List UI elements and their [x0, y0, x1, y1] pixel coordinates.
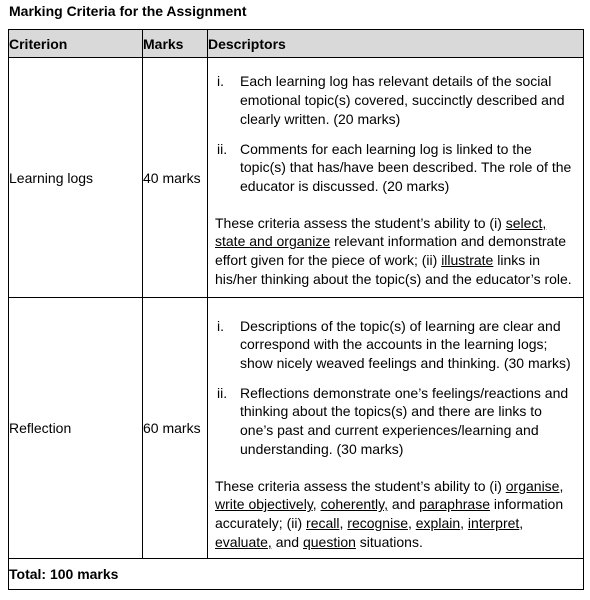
underlined-skill: coherently, — [320, 496, 389, 513]
table-row-learning-logs — [9, 58, 584, 298]
table-row-reflection — [9, 298, 584, 559]
item-text: Descriptions of the topic(s) of learning are clear and correspond with the accounts in the learning logs; show nicely weaved feelings and thinking. (30 marks) — [240, 317, 571, 372]
item-number: i. — [217, 73, 224, 90]
marking-criteria-table — [8, 29, 584, 590]
total-cell: Total: 100 marks — [9, 559, 584, 590]
criterion-cell: Learning logs — [9, 58, 143, 298]
underlined-skill: select, state and organize — [215, 214, 547, 250]
underlined-skill: explain — [415, 514, 461, 531]
descriptors-cell — [208, 298, 584, 559]
descriptor-item — [208, 384, 583, 459]
item-number: ii. — [217, 384, 228, 401]
underlined-skill: recognise — [347, 514, 408, 531]
underlined-skill: recall — [306, 514, 340, 531]
marks-cell: 60 marks — [143, 298, 208, 559]
document-title: Marking Criteria for the Assignment — [9, 3, 247, 19]
item-text: Comments for each learning log is linked to the topic(s) that has/have been described. The role of the educator is discussed. (20 marks) — [240, 140, 572, 194]
item-text: Each learning log has relevant details of the social emotional topic(s) covered, succinctly described and clearly written. (20 marks) — [240, 73, 565, 127]
item-number: i. — [217, 317, 224, 334]
table-header-row — [9, 30, 584, 58]
item-text: Reflections demonstrate one’s feelings/reactions and thinking about the topics(s) and there are links to one’s past and current experiences/learning and understanding. (30 marks) — [240, 384, 569, 457]
underlined-skill: organise, — [505, 477, 564, 494]
descriptor-item — [208, 317, 583, 373]
assessment-paragraph: These criteria assess the student’s ability to (i) select, state and organize relevant information and demonstrate effort given for the piece of work; (ii) illustrate links in his/her thinking about the topic(s) and the educator’s role. — [215, 214, 572, 287]
descriptor-item — [208, 72, 583, 128]
header-marks: Marks — [143, 30, 208, 58]
header-descriptors: Descriptors — [208, 30, 584, 58]
descriptors-cell — [208, 58, 584, 298]
header-criterion: Criterion — [9, 30, 143, 58]
marks-cell: 40 marks — [143, 58, 208, 298]
table-row-total — [9, 559, 584, 590]
item-number: ii. — [217, 140, 228, 157]
underlined-skill: evaluate, — [215, 533, 272, 550]
descriptor-item — [208, 140, 583, 196]
underlined-skill: illustrate — [441, 252, 494, 269]
underlined-skill: write objectively — [215, 496, 313, 513]
assessment-paragraph: These criteria assess the student’s ability to (i) organise, write objectively, coherently, and paraphrase information accurately; (ii) recall, recognise, explain, interpret, evaluate, and question situations. — [215, 477, 564, 550]
underlined-skill: paraphrase — [419, 496, 490, 513]
criterion-cell: Reflection — [9, 298, 143, 559]
underlined-skill: interpret — [467, 514, 520, 531]
underlined-skill: question — [302, 533, 356, 550]
